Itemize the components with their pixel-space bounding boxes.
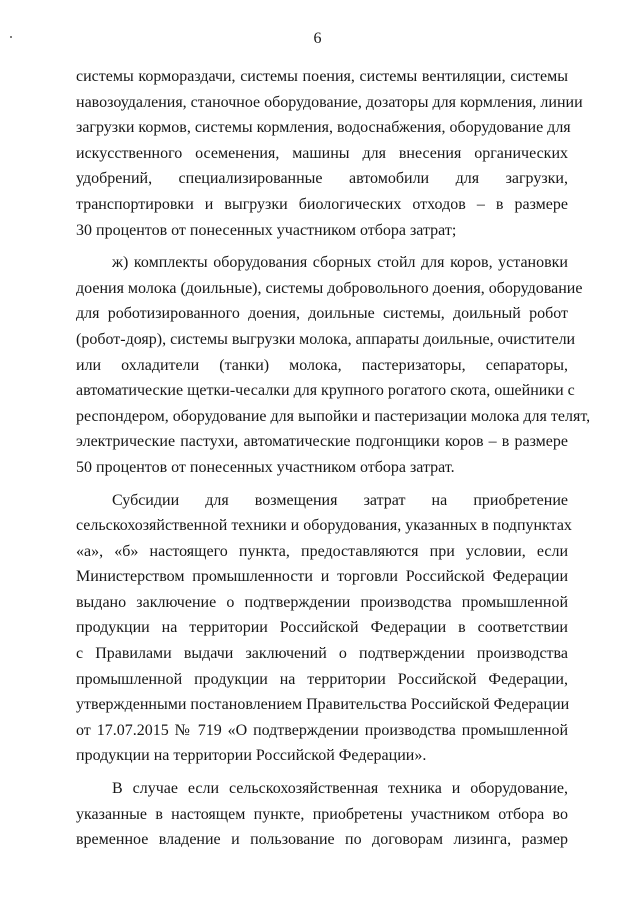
text-line: от 17.07.2015 № 719 «О подтверждении производства промышленной bbox=[76, 721, 568, 739]
text-line: для роботизированного доения, доильные системы, доильный робот bbox=[76, 305, 568, 323]
text-line: «а», «б» настоящего пункта, предоставляются при условии, если bbox=[76, 542, 568, 560]
paragraph-equipment-list-continued bbox=[76, 64, 583, 243]
text-line: сельскохозяйственной техники и оборудования, указанных в подпунктах bbox=[76, 517, 572, 535]
text-line: удобрений, специализированные автомобили для загрузки, bbox=[76, 170, 568, 188]
text-line: выдано заключение о подтверждении производства промышленной bbox=[76, 593, 568, 611]
text-line: (робот-дояр), системы выгрузки молока, аппараты доильные, очистители bbox=[76, 330, 576, 348]
text-line: электрические пастухи, автоматические подгонщики коров – в размере bbox=[76, 433, 568, 451]
text-line: Министерством промышленности и торговли Российской Федерации bbox=[76, 568, 568, 586]
text-line: временное владение и пользование по договорам лизинга, размер bbox=[76, 831, 568, 849]
text-line: доения молока (доильные), системы добровольного доения, оборудование bbox=[76, 279, 583, 297]
paragraph-leasing-case bbox=[76, 776, 568, 853]
text-line: продукции на территории Российской Федерации в соответствии bbox=[76, 619, 568, 637]
text-line: загрузки кормов, системы кормления, водоснабжения, оборудование для bbox=[76, 119, 571, 137]
document-body bbox=[76, 64, 591, 853]
text-line: промышленной продукции на территории Российской Федерации, bbox=[76, 670, 568, 688]
text-line: системы кормораздачи, системы поения, системы вентиляции, системы bbox=[76, 68, 568, 85]
paragraph-subsidy-conditions bbox=[76, 488, 572, 770]
text-line: транспортировки и выгрузки биологических отходов – в размере bbox=[76, 195, 568, 213]
text-line: навозоудаления, станочное оборудование, дозаторы для кормления, линии bbox=[76, 93, 583, 111]
text-line: 30 процентов от понесенных участником отбора затрат; bbox=[76, 221, 457, 239]
text-line: продукции на территории Российской Федерации». bbox=[76, 747, 427, 765]
text-line: или охладители (танки) молока, пастеризаторы, сепараторы, bbox=[76, 356, 568, 374]
text-line: автоматические щетки-чесалки для крупного рогатого скота, ошейники с bbox=[76, 382, 575, 400]
text-line: Субсидии для возмещения затрат на приобретение bbox=[112, 491, 568, 509]
text-line: искусственного осеменения, машины для внесения органических bbox=[76, 144, 568, 162]
text-line: респондером, оборудование для выпойки и пастеризации молока для телят, bbox=[76, 407, 591, 425]
page-number: 6 bbox=[313, 30, 322, 47]
text-line: с Правилами выдачи заключений о подтверждении производства bbox=[76, 645, 568, 663]
paragraph-item-zh bbox=[76, 250, 591, 480]
text-line: В случае если сельскохозяйственная техника и оборудование, bbox=[112, 780, 568, 798]
text-line: утвержденными постановлением Правительства Российской Федерации bbox=[76, 696, 570, 714]
text-line: ж) комплекты оборудования сборных стойл для коров, установки bbox=[112, 254, 568, 272]
text-line: указанные в настоящем пункте, приобретены участником отбора во bbox=[76, 805, 568, 823]
text-line: 50 процентов от понесенных участником отбора затрат. bbox=[76, 458, 455, 476]
